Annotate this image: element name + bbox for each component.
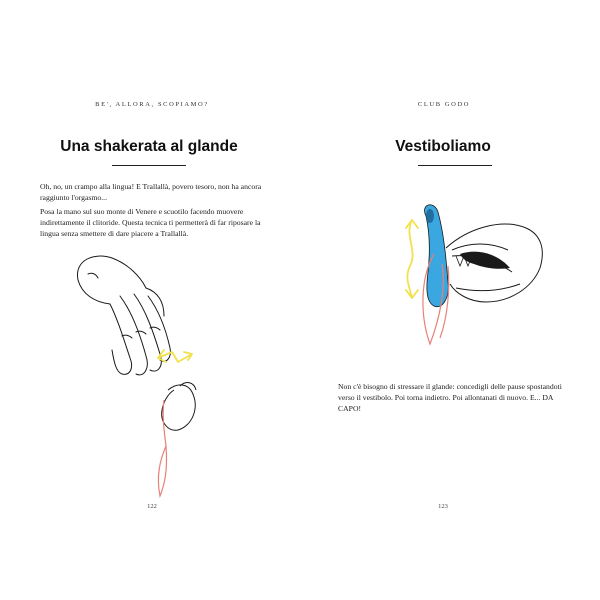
page-title: Vestiboliamo [395,138,491,155]
body-text [40,181,265,242]
title-rule [418,165,492,166]
paragraph: Oh, no, un crampo alla lingua! E Trallallà, povero tesoro, non ha ancora raggiunto l'orgasmo... [40,182,262,202]
title-rule [112,165,186,166]
right-page [300,0,600,600]
paragraph: Non c'è bisogno di stressare il glande: concedigli delle pause spostandoti verso il vestibolo. Poi torna indietro. Poi allontanati di nuovo. E... DA CAPO! [338,382,562,413]
paragraph: Posa la mano sul suo monte di Venere e scuotilo facendo muovere indirettamente il clitoride. Questa tecnica ti permetterà di far riposare la lingua senza smettere di dare piacere a Trallallà. [40,207,261,238]
running-head: CLUB GODO [417,101,471,108]
running-head: BE', ALLORA, SCOPIAMO? [95,101,209,108]
hand-illustration [60,250,220,500]
page-number: 122 [147,503,157,510]
mouth-illustration [390,198,600,358]
page-number: 123 [438,503,448,510]
page-title: Una shakerata al glande [60,138,238,155]
body-text [338,381,568,417]
